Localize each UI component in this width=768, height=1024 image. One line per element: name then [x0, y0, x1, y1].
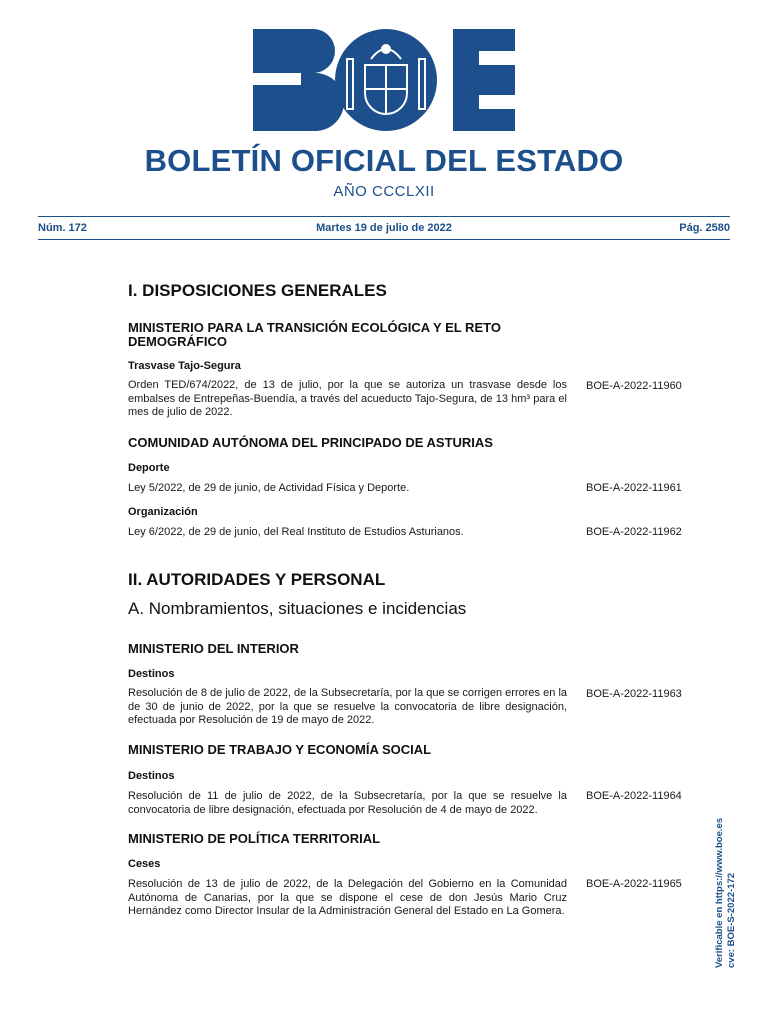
section-heading: I. DISPOSICIONES GENERALES [128, 281, 387, 300]
entry-text[interactable]: Ley 5/2022, de 29 de junio, de Actividad Física y Deporte. [128, 482, 410, 494]
verification-url[interactable]: Verificable en https://www.boe.es [714, 817, 725, 968]
issue-number: Núm. 172 [38, 222, 87, 234]
ministry-heading: MINISTERIO DEL INTERIOR [128, 641, 299, 656]
ministry-heading: MINISTERIO DE POLÍTICA TERRITORIAL [128, 831, 381, 846]
category-heading: Trasvase Tajo-Segura [128, 360, 241, 372]
entry-code[interactable]: BOE-A-2022-11965 [586, 878, 682, 890]
boe-logo [253, 29, 515, 131]
cve-code: cve: BOE-S-2022-172 [726, 872, 737, 968]
section-heading: II. AUTORIDADES Y PERSONAL [128, 570, 386, 589]
entry-code[interactable]: BOE-A-2022-11964 [586, 790, 682, 802]
category-heading: Destinos [128, 770, 175, 782]
category-heading: Organización [128, 506, 198, 518]
category-heading: Destinos [128, 668, 175, 680]
header-rule-bottom [38, 239, 730, 240]
ministry-heading: COMUNIDAD AUTÓNOMA DEL PRINCIPADO DE ASTURIAS [128, 435, 493, 450]
verification-sidebar [714, 808, 746, 968]
entry-text[interactable]: Resolución de 11 de julio de 2022, de la Subsecretaría, por la que se resuelve la convocatoria de libre designación, efectuada por Resolución de 4 de mayo de 2022. [128, 790, 567, 816]
entry-text[interactable]: Orden TED/674/2022, de 13 de julio, por la que se autoriza un trasvase desde los embalses de Entrepeñas-Buendía, a través del acueducto Tajo-Segura, de 13 hm³ para el mes de julio de 2022. [128, 379, 567, 419]
entry-code[interactable]: BOE-A-2022-11961 [586, 482, 682, 494]
entry-code[interactable]: BOE-A-2022-11962 [586, 526, 682, 538]
ministry-heading: MINISTERIO PARA LA TRANSICIÓN ECOLÓGICA Y EL RETO DEMOGRÁFICO [128, 320, 501, 349]
gazette-title: BOLETÍN OFICIAL DEL ESTADO [144, 143, 624, 178]
verification-text [714, 808, 746, 968]
entry-code[interactable]: BOE-A-2022-11963 [586, 688, 682, 700]
category-heading: Deporte [128, 462, 170, 474]
entry-text[interactable]: Resolución de 13 de julio de 2022, de la Delegación del Gobierno en la Comunidad Autónoma de Canarias, por la que se dispone el cese de don Jesús Mario Cruz Hernández como Director Insular de la Administración General del Estado en La Gomera. [128, 878, 567, 918]
page-number: Pág. 2580 [679, 222, 730, 234]
category-heading: Ceses [128, 858, 161, 870]
header-rule-top [38, 216, 730, 217]
issue-date: Martes 19 de julio de 2022 [316, 222, 452, 234]
entry-text[interactable]: Ley 6/2022, de 29 de junio, del Real Instituto de Estudios Asturianos. [128, 526, 464, 538]
subsection-heading: A. Nombramientos, situaciones e incidencias [128, 599, 467, 618]
ministry-heading: MINISTERIO DE TRABAJO Y ECONOMÍA SOCIAL [128, 742, 432, 757]
entry-code[interactable]: BOE-A-2022-11960 [586, 380, 682, 392]
issue-header [38, 222, 730, 236]
gazette-year: AÑO CCCLXII [333, 183, 435, 200]
entry-text[interactable]: Resolución de 8 de julio de 2022, de la Subsecretaría, por la que se corrigen errores en la de 30 de junio de 2022, por la que se resuelve la convocatoria de libre designación, efectuada por Resolución de 19 de mayo de 2022. [128, 687, 567, 727]
boe-logo-graphic [253, 29, 515, 131]
